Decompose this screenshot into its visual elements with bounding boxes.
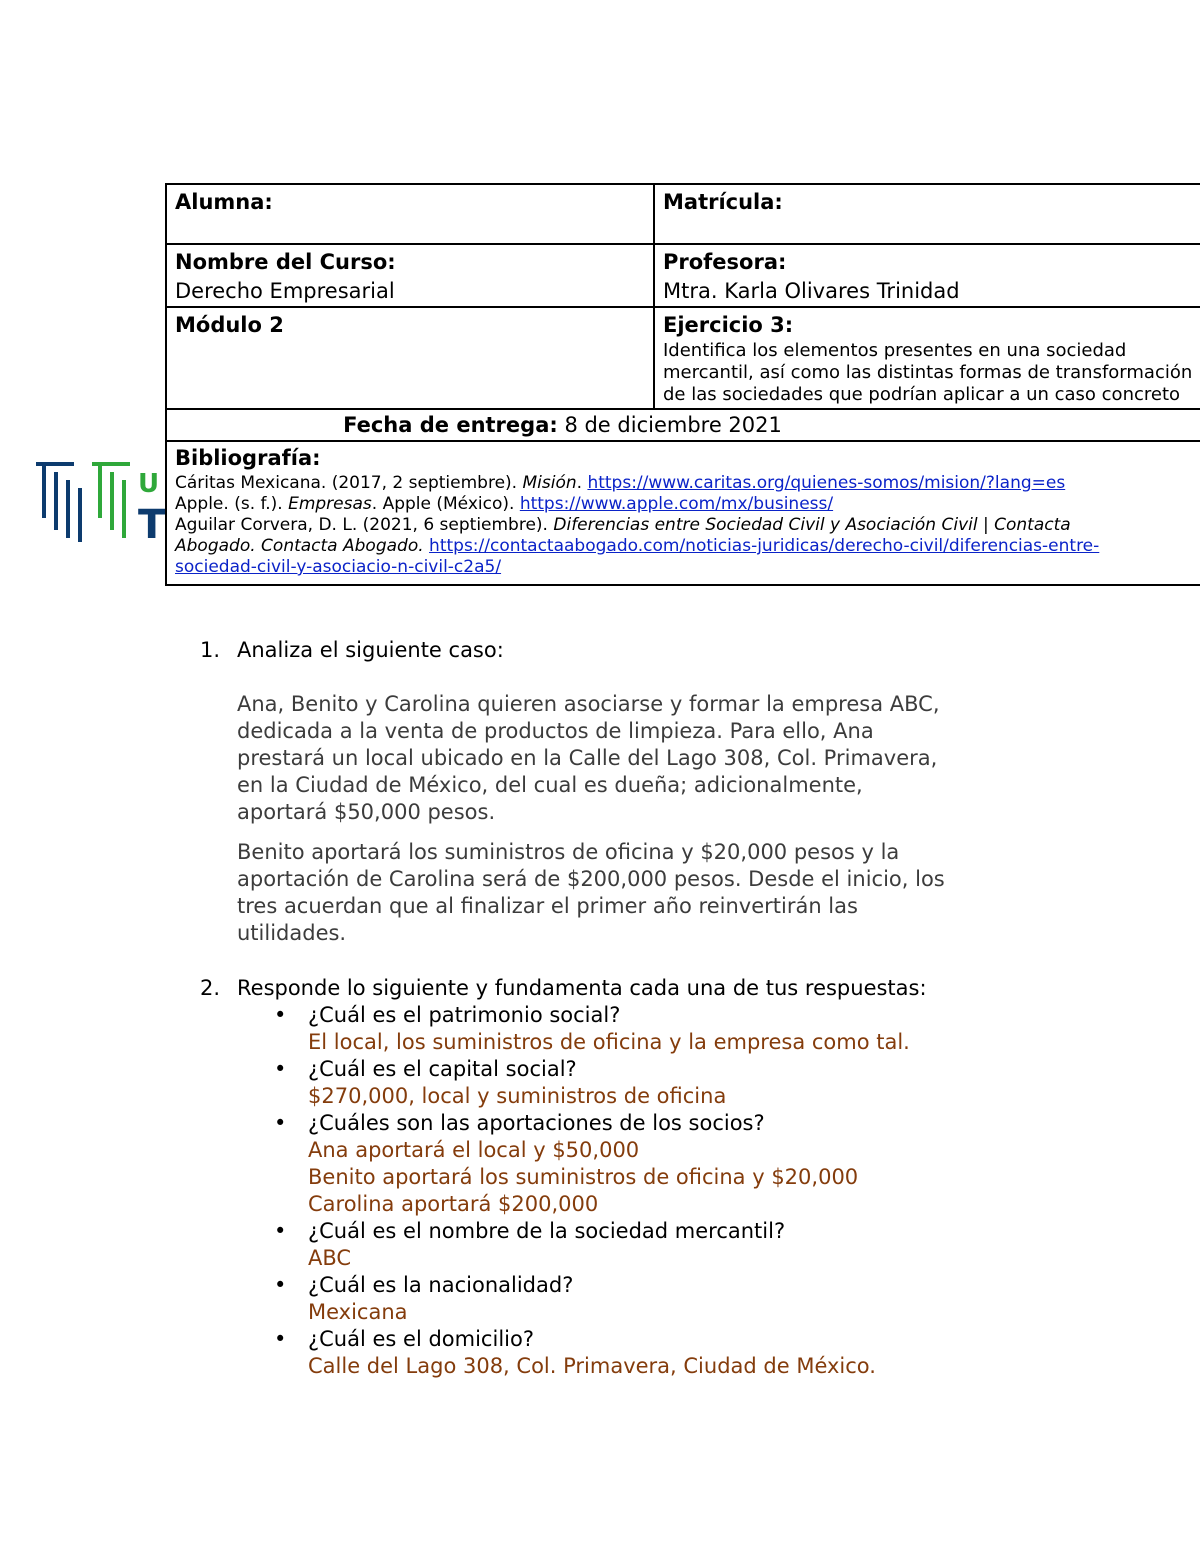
sub-question: ¿Cuál es el patrimonio social? — [308, 1003, 621, 1027]
question-number: 2. — [200, 976, 221, 1000]
info-table — [165, 183, 1200, 586]
case-line: en la Ciudad de México, del cual es dueña; adicionalmente, — [237, 773, 863, 797]
question-number: 1. — [200, 638, 221, 662]
answer: Carolina aportará $200,000 — [308, 1192, 599, 1216]
question-1 — [200, 637, 1100, 664]
question-text: Analiza el siguiente caso: — [237, 638, 504, 662]
bibliografia-cell — [166, 441, 1200, 585]
bib-prefix: Aguilar Corvera, D. L. (2021, 6 septiembre). — [175, 515, 554, 535]
case-line: Benito aportará los suministros de oficina y $20,000 pesos y la — [237, 840, 900, 864]
answer: Calle del Lago 308, Col. Primavera, Ciudad de México. — [308, 1354, 876, 1378]
bib-entry-aguilar — [175, 515, 1200, 536]
case-line: utilidades. — [237, 921, 347, 945]
university-logo — [34, 458, 174, 548]
case-line: Ana, Benito y Carolina quieren asociarse y formar la empresa ABC, — [237, 692, 940, 716]
list-item — [274, 1272, 1100, 1326]
case-paragraph-2 — [237, 839, 1100, 947]
modulo-cell — [166, 307, 654, 409]
list-item — [274, 1056, 1100, 1110]
bib-suffix: . Apple (México). — [371, 494, 520, 514]
sub-question: ¿Cuál es el domicilio? — [308, 1327, 534, 1351]
bib-entry-aguilar-cont — [175, 536, 1200, 557]
logo-letter-u: U — [138, 469, 160, 499]
question-2 — [200, 975, 1100, 1002]
case-line: aportación de Carolina será de $200,000 pesos. Desde el inicio, los — [237, 867, 945, 891]
profesora-label: Profesora: — [663, 250, 787, 274]
question-list — [200, 1002, 1100, 1380]
list-item — [274, 1326, 1100, 1380]
bib-link-contacta-cont[interactable]: sociedad-civil-y-asociacio-n-civil-c2a5/ — [175, 557, 502, 577]
ejercicio-line: Identifica los elementos presentes en una sociedad — [663, 340, 1127, 361]
profesora-value: Mtra. Karla Olivares Trinidad — [663, 279, 960, 303]
ejercicio-cell — [654, 307, 1200, 409]
bib-suffix: . — [576, 473, 588, 493]
sub-question: ¿Cuál es la nacionalidad? — [308, 1273, 574, 1297]
bib-title: Empresas — [288, 494, 372, 514]
logo-letter-t: T — [138, 502, 166, 548]
answer: $270,000, local y suministros de oficina — [308, 1084, 727, 1108]
bullet: • — [274, 1327, 287, 1351]
bib-title: Diferencias entre Sociedad Civil y Asociación Civil | Contacta — [553, 515, 1071, 535]
exercise-content — [200, 637, 1100, 1380]
bib-title: Misión — [522, 473, 577, 493]
bullet: • — [274, 1111, 287, 1135]
bib-prefix: Cáritas Mexicana. (2017, 2 septiembre). — [175, 473, 523, 493]
sub-question: ¿Cuáles son las aportaciones de los socios? — [308, 1111, 765, 1135]
answer: Mexicana — [308, 1300, 408, 1324]
matricula-label: Matrícula: — [663, 190, 783, 214]
fecha-cell — [166, 409, 1200, 441]
list-item — [274, 1002, 1100, 1056]
bullet: • — [274, 1219, 287, 1243]
sub-question: ¿Cuál es el nombre de la sociedad mercantil? — [308, 1219, 786, 1243]
answer: El local, los suministros de oficina y la empresa como tal. — [308, 1030, 910, 1054]
ejercicio-line: de las sociedades que podrían aplicar a un caso concreto — [663, 384, 1181, 405]
curso-label: Nombre del Curso: — [175, 250, 396, 274]
curso-cell — [166, 244, 654, 307]
bullet: • — [274, 1273, 287, 1297]
case-line: tres acuerdan que al finalizar el primer año reinvertirán las — [237, 894, 858, 918]
case-line: dedicada a la venta de productos de limpieza. Para ello, Ana — [237, 719, 874, 743]
bib-title: Abogado — [175, 536, 251, 556]
case-line: aportará $50,000 pesos. — [237, 800, 496, 824]
bib-link-contacta[interactable]: https://contactaabogado.com/noticias-juridicas/derecho-civil/diferencias-entre- — [429, 536, 1100, 556]
fecha-value: 8 de diciembre 2021 — [557, 413, 782, 437]
list-item — [274, 1218, 1100, 1272]
bib-suffix: . Contacta Abogado. — [250, 536, 430, 556]
bullet: • — [274, 1003, 287, 1027]
bib-link-apple[interactable]: https://www.apple.com/mx/business/ — [519, 494, 834, 514]
bibliografia-label: Bibliografía: — [175, 446, 321, 470]
sub-question: ¿Cuál es el capital social? — [308, 1057, 577, 1081]
matricula-cell — [654, 184, 1200, 244]
list-item — [274, 1110, 1100, 1218]
alumna-cell — [166, 184, 654, 244]
case-line: prestará un local ubicado en la Calle del Lago 308, Col. Primavera, — [237, 746, 938, 770]
ejercicio-line: mercantil, así como las distintas formas de transformación — [663, 362, 1193, 383]
curso-value: Derecho Empresarial — [175, 279, 395, 303]
bib-link-caritas[interactable]: https://www.caritas.org/quienes-somos/mision/?lang=es — [587, 473, 1066, 493]
bib-entry-aguilar-cont2 — [175, 557, 1200, 578]
bib-entry-apple — [175, 494, 1200, 515]
fecha-label: Fecha de entrega: — [343, 413, 558, 437]
profesora-cell — [654, 244, 1200, 307]
alumna-label: Alumna: — [175, 190, 273, 214]
answer: Ana aportará el local y $50,000 — [308, 1138, 640, 1162]
ejercicio-label: Ejercicio 3: — [663, 313, 794, 337]
bib-prefix: Apple. (s. f.). — [175, 494, 289, 514]
modulo-label: Módulo 2 — [175, 313, 284, 337]
case-paragraph-1 — [237, 691, 1100, 826]
question-text: Responde lo siguiente y fundamenta cada una de tus respuestas: — [237, 976, 927, 1000]
answer: Benito aportará los suministros de oficina y $20,000 — [308, 1165, 859, 1189]
bib-entry-caritas — [175, 473, 1200, 494]
answer: ABC — [308, 1246, 352, 1270]
bullet: • — [274, 1057, 287, 1081]
